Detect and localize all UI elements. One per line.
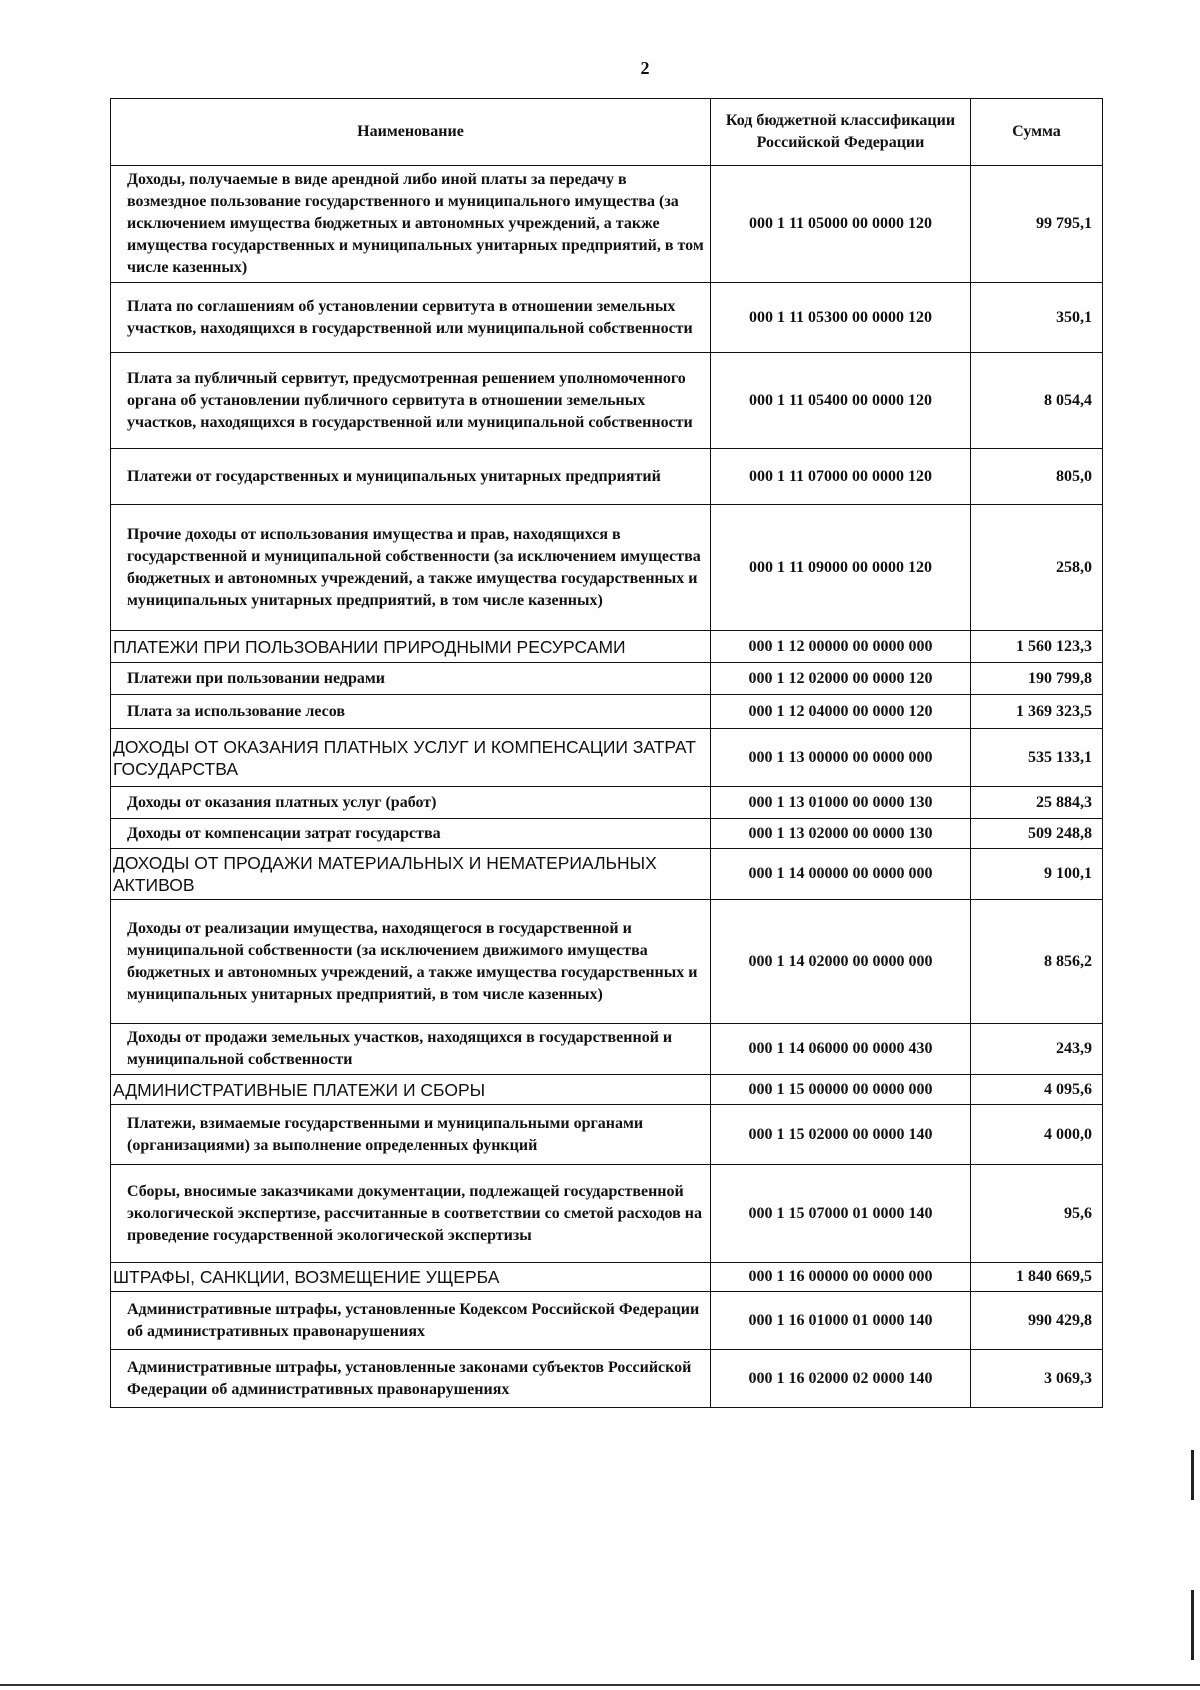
table-row [111, 787, 1103, 819]
row-name: ДОХОДЫ ОТ ОКАЗАНИЯ ПЛАТНЫХ УСЛУГ И КОМПЕНСАЦИИ ЗАТРАТ ГОСУДАРСТВА [111, 729, 711, 787]
row-sum: 8 054,4 [971, 353, 1103, 449]
row-code: 000 1 11 05300 00 0000 120 [711, 283, 971, 353]
row-code: 000 1 13 02000 00 0000 130 [711, 819, 971, 849]
row-name: Плата по соглашениям об установлении сервитута в отношении земельных участков, находящихся в государственной или муниципальной собственности [111, 283, 711, 353]
table-section-row [111, 729, 1103, 787]
table-row [111, 695, 1103, 729]
row-code: 000 1 11 05400 00 0000 120 [711, 353, 971, 449]
table-row [111, 1350, 1103, 1408]
row-name: Плата за использование лесов [111, 695, 711, 729]
table-row [111, 1105, 1103, 1165]
revenue-table [110, 98, 1103, 1408]
row-code: 000 1 11 07000 00 0000 120 [711, 449, 971, 505]
table-row [111, 819, 1103, 849]
row-code: 000 1 16 00000 00 0000 000 [711, 1263, 971, 1292]
row-sum: 258,0 [971, 505, 1103, 631]
row-name: Платежи при пользовании недрами [111, 663, 711, 695]
row-name: Административные штрафы, установленные Кодексом Российской Федерации об административных правонарушениях [111, 1292, 711, 1350]
row-sum: 509 248,8 [971, 819, 1103, 849]
row-code: 000 1 16 01000 01 0000 140 [711, 1292, 971, 1350]
scan-mark [1191, 1590, 1194, 1660]
table-section-row [111, 631, 1103, 663]
row-sum: 243,9 [971, 1024, 1103, 1075]
table-section-row [111, 849, 1103, 900]
table-row [111, 1165, 1103, 1263]
row-sum: 4 095,6 [971, 1075, 1103, 1105]
row-sum: 535 133,1 [971, 729, 1103, 787]
table-row [111, 449, 1103, 505]
header-sum: Сумма [971, 99, 1103, 166]
scan-mark [1191, 1450, 1194, 1500]
row-sum: 25 884,3 [971, 787, 1103, 819]
row-name: Доходы от оказания платных услуг (работ) [111, 787, 711, 819]
row-sum: 805,0 [971, 449, 1103, 505]
row-sum: 190 799,8 [971, 663, 1103, 695]
row-sum: 1 840 669,5 [971, 1263, 1103, 1292]
table-row [111, 505, 1103, 631]
table-section-row [111, 1075, 1103, 1105]
row-sum: 990 429,8 [971, 1292, 1103, 1350]
table-row [111, 166, 1103, 283]
row-name: Доходы от реализации имущества, находящегося в государственной и муниципальной собственности (за исключением движимого имущества бюджетных и автономных учреждений, а также имущества государственных и муниципальных унитарных предприятий, в том числе казенных) [111, 900, 711, 1024]
row-name: Плата за публичный сервитут, предусмотренная решением уполномоченного органа об установлении публичного сервитута в отношении земельных участков, находящихся в государственной или муниципальной собственности [111, 353, 711, 449]
row-name: Доходы, получаемые в виде арендной либо иной платы за передачу в возмездное пользование государственного и муниципального имущества (за исключением имущества бюджетных и автономных учреждений, а также имущества государственных и муниципальных унитарных предприятий, в том числе казенных) [111, 166, 711, 283]
table-row [111, 283, 1103, 353]
row-name: АДМИНИСТРАТИВНЫЕ ПЛАТЕЖИ И СБОРЫ [111, 1075, 711, 1105]
row-sum: 1 560 123,3 [971, 631, 1103, 663]
table-row [111, 1024, 1103, 1075]
row-name: Административные штрафы, установленные законами субъектов Российской Федерации об административных правонарушениях [111, 1350, 711, 1408]
row-code: 000 1 14 06000 00 0000 430 [711, 1024, 971, 1075]
table-body [111, 166, 1103, 1408]
table-section-row [111, 1263, 1103, 1292]
row-code: 000 1 14 00000 00 0000 000 [711, 849, 971, 900]
row-code: 000 1 12 04000 00 0000 120 [711, 695, 971, 729]
row-sum: 3 069,3 [971, 1350, 1103, 1408]
header-code: Код бюджетной классификации Российской Федерации [711, 99, 971, 166]
table-header-row [111, 99, 1103, 166]
row-sum: 8 856,2 [971, 900, 1103, 1024]
row-name: Доходы от компенсации затрат государства [111, 819, 711, 849]
scan-edge-line [0, 1684, 1200, 1686]
row-sum: 4 000,0 [971, 1105, 1103, 1165]
row-code: 000 1 16 02000 02 0000 140 [711, 1350, 971, 1408]
row-name: Прочие доходы от использования имущества и прав, находящихся в государственной и муниципальной собственности (за исключением имущества бюджетных и автономных учреждений, а также имущества государственных и муниципальных унитарных предприятий, в том числе казенных) [111, 505, 711, 631]
row-name: ШТРАФЫ, САНКЦИИ, ВОЗМЕЩЕНИЕ УЩЕРБА [111, 1263, 711, 1292]
row-name: Доходы от продажи земельных участков, находящихся в государственной и муниципальной собственности [111, 1024, 711, 1075]
table-row [111, 900, 1103, 1024]
row-sum: 9 100,1 [971, 849, 1103, 900]
page-number: 2 [640, 58, 650, 78]
row-code: 000 1 11 05000 00 0000 120 [711, 166, 971, 283]
table-row [111, 1292, 1103, 1350]
table-row [111, 353, 1103, 449]
row-sum: 99 795,1 [971, 166, 1103, 283]
row-code: 000 1 12 00000 00 0000 000 [711, 631, 971, 663]
row-sum: 350,1 [971, 283, 1103, 353]
row-code: 000 1 15 00000 00 0000 000 [711, 1075, 971, 1105]
header-name: Наименование [111, 99, 711, 166]
row-name: ПЛАТЕЖИ ПРИ ПОЛЬЗОВАНИИ ПРИРОДНЫМИ РЕСУРСАМИ [111, 631, 711, 663]
row-name: Платежи от государственных и муниципальных унитарных предприятий [111, 449, 711, 505]
row-name: Платежи, взимаемые государственными и муниципальными органами (организациями) за выполнение определенных функций [111, 1105, 711, 1165]
row-code: 000 1 13 00000 00 0000 000 [711, 729, 971, 787]
row-code: 000 1 11 09000 00 0000 120 [711, 505, 971, 631]
row-sum: 95,6 [971, 1165, 1103, 1263]
row-name: Сборы, вносимые заказчиками документации, подлежащей государственной экологической экспертизе, рассчитанные в соответствии со сметой расходов на проведение государственной экологической экспертизы [111, 1165, 711, 1263]
row-name: ДОХОДЫ ОТ ПРОДАЖИ МАТЕРИАЛЬНЫХ И НЕМАТЕРИАЛЬНЫХ АКТИВОВ [111, 849, 711, 900]
row-code: 000 1 12 02000 00 0000 120 [711, 663, 971, 695]
row-code: 000 1 14 02000 00 0000 000 [711, 900, 971, 1024]
table-row [111, 663, 1103, 695]
row-code: 000 1 15 07000 01 0000 140 [711, 1165, 971, 1263]
row-code: 000 1 13 01000 00 0000 130 [711, 787, 971, 819]
row-sum: 1 369 323,5 [971, 695, 1103, 729]
row-code: 000 1 15 02000 00 0000 140 [711, 1105, 971, 1165]
